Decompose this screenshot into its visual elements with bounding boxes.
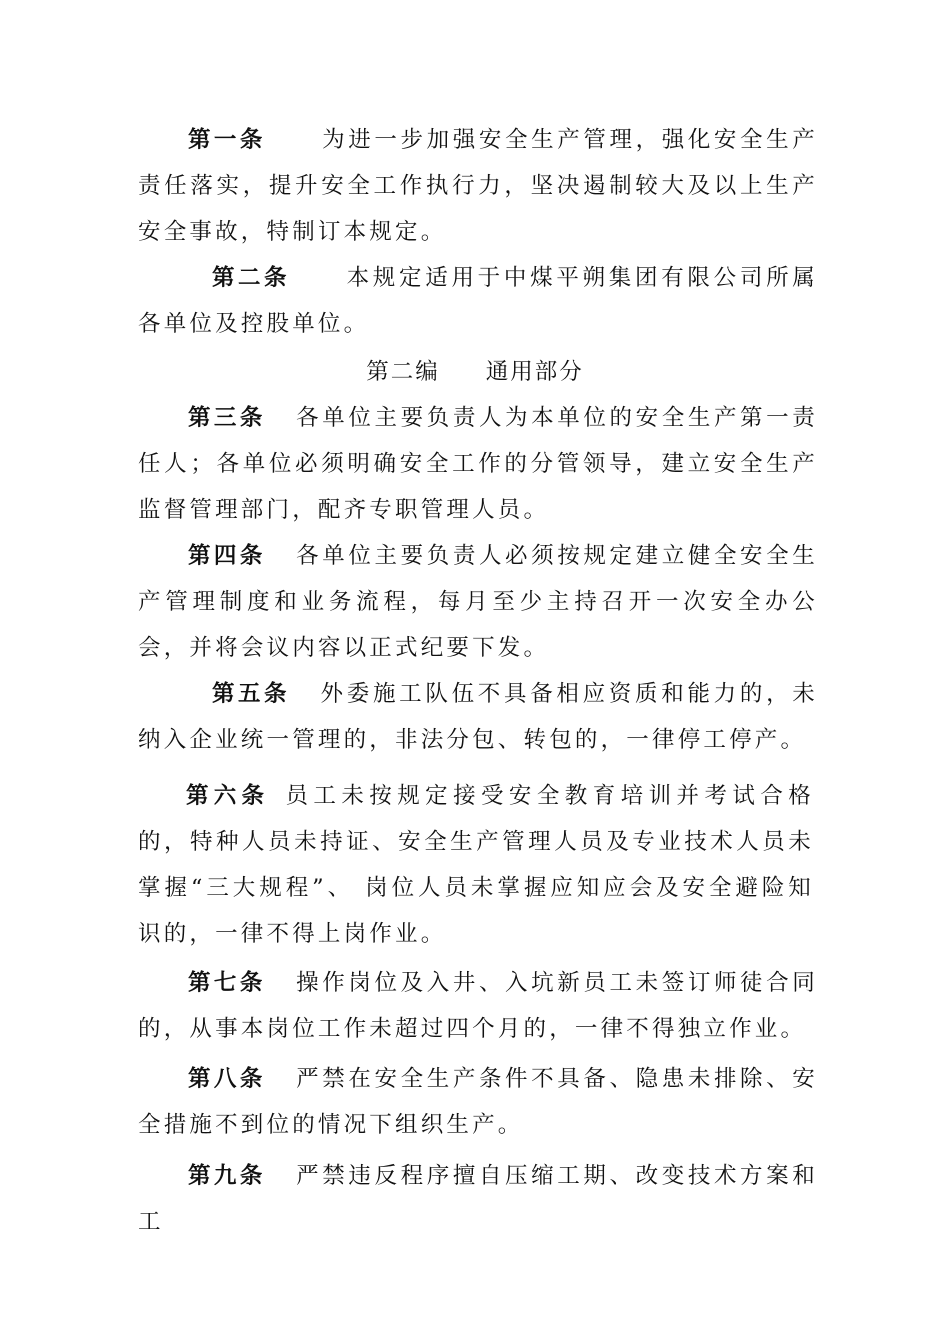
article-4 (138, 533, 818, 671)
article-1 (138, 117, 818, 255)
article-9 (138, 1153, 818, 1245)
article-text: 操作岗位及入井、入坑新员工未签订师徒合同的，从事本岗位工作未超过四个月的，一律不得独立作业。 (138, 970, 818, 1042)
article-text: 各单位主要负责人必须按规定建立健全安全生产管理制度和业务流程，每月至少主持召开一次安全办公会，并将会议内容以正式纪要下发。 (138, 543, 818, 661)
article-label: 第五条 (212, 681, 291, 707)
article-text: 严禁在安全生产条件不具备、隐患未排除、安全措施不到位的情况下组织生产。 (138, 1066, 818, 1138)
article-text: 本规定适用于中煤平朔集团有限公司所属各单位及控股单位。 (138, 265, 818, 337)
article-label: 第八条 (188, 1066, 266, 1092)
article-label: 第二条 (212, 265, 291, 291)
article-5 (138, 671, 818, 763)
article-7 (138, 960, 818, 1052)
article-text: 员工未按规定接受安全教育培训并考试合格的，特种人员未持证、安全生产管理人员及专业技术人员未掌握“三大规程”、 岗位人员未掌握应知应会及安全避险知识的，一律不得上岗作业。 (138, 783, 814, 947)
article-label: 第七条 (188, 970, 266, 996)
article-label: 第六条 (186, 783, 270, 809)
article-text: 外委施工队伍不具备相应资质和能力的，未纳入企业统一管理的，非法分包、转包的，一律停工停产。 (138, 681, 818, 753)
article-label: 第一条 (188, 127, 266, 153)
section-part: 第二编 (366, 359, 440, 385)
article-2 (138, 255, 818, 347)
article-3 (138, 395, 818, 533)
article-label: 第三条 (188, 405, 266, 431)
article-6 (138, 773, 814, 957)
article-label: 第四条 (188, 543, 266, 569)
section-title: 通用部分 (485, 359, 584, 385)
article-text: 各单位主要负责人为本单位的安全生产第一责任人；各单位必须明确安全工作的分管领导，建立安全生产监督管理部门，配齐专职管理人员。 (138, 405, 818, 523)
article-8 (138, 1056, 818, 1148)
article-label: 第九条 (188, 1163, 266, 1189)
article-text: 严禁违反程序擅自压缩工期、改变技术方案和工 (138, 1163, 818, 1235)
article-text: 为进一步加强安全生产管理，强化安全生产责任落实，提升安全工作执行力，坚决遏制较大及以上生产安全事故，特制订本规定。 (138, 127, 818, 245)
section-heading (0, 350, 950, 394)
